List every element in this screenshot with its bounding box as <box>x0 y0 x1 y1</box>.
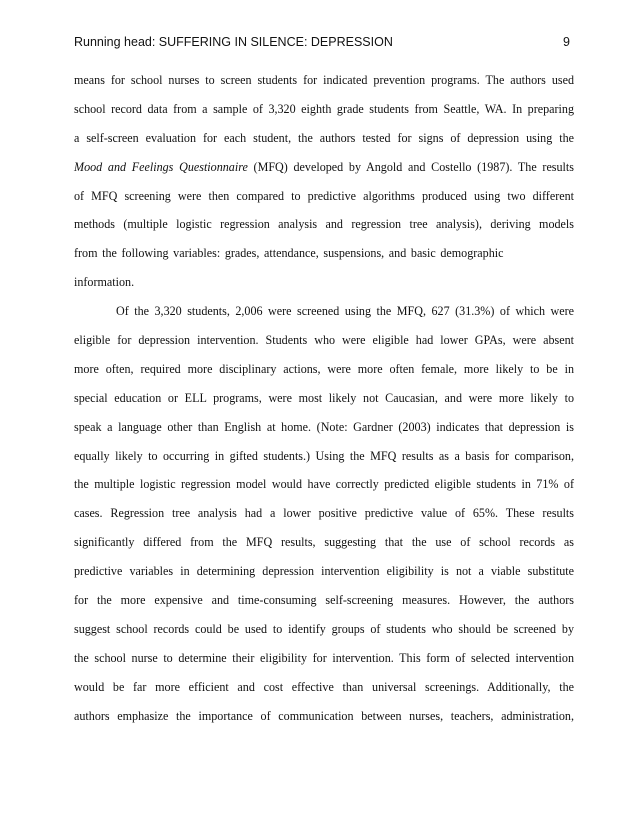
text-line: school record data from a sample of 3,320 eighth grade students from Seattle, WA. In preparing <box>74 101 574 116</box>
text-line: the multiple logistic regression model would have correctly predicted eligible students in 71% of <box>74 477 574 492</box>
text-line <box>74 153 574 182</box>
text-line: of MFQ screening were then compared to predictive algorithms produced using two different <box>74 188 574 203</box>
text-line: the school nurse to determine their eligibility for intervention. This form of selected intervention <box>74 650 574 665</box>
text-line: information. <box>74 275 135 290</box>
text-line: significantly differed from the MFQ results, suggesting that the use of school records as <box>74 535 574 550</box>
text-line: eligible for depression intervention. Students who were eligible had lower GPAs, were absent <box>74 333 574 348</box>
text-line: a self-screen evaluation for each student, the authors tested for signs of depression using the <box>74 130 574 145</box>
text-line: authors emphasize the importance of communication between nurses, teachers, administration, <box>74 708 574 723</box>
text-line: would be far more efficient and cost effective than universal screenings. Additionally, the <box>74 679 574 694</box>
text-line: for the more expensive and time-consuming self-screening measures. However, the authors <box>74 593 574 608</box>
running-head: Running head: SUFFERING IN SILENCE: DEPRESSION <box>74 35 393 49</box>
text-line: special education or ELL programs, were most likely not Caucasian, and were more likely to <box>74 390 574 405</box>
text-line: means for school nurses to screen students for indicated prevention programs. The authors used <box>74 73 574 87</box>
text-line: equally likely to occurring in gifted students.) Using the MFQ results as a basis for comparison, <box>74 448 574 463</box>
text-line: speak a language other than English at home. (Note: Gardner (2003) indicates that depression is <box>74 419 574 434</box>
text-line: from the following variables: grades, attendance, suspensions, and basic demographic <box>74 246 504 261</box>
page-header <box>74 35 570 55</box>
text-line: suggest school records could be used to identify groups of students who should be screened by <box>74 621 574 636</box>
text-line: more often, required more disciplinary actions, were more often female, more likely to be in <box>74 361 574 376</box>
text-line: predictive variables in determining depression intervention eligibility is not a viable substitute <box>74 564 574 579</box>
body-text <box>74 66 574 730</box>
text-line-rest: (MFQ) developed by Angold and Costello (1987). The results <box>247 159 574 174</box>
text-line: methods (multiple logistic regression analysis and regression tree analysis), deriving models <box>74 217 574 232</box>
paragraph-start-line: Of the 3,320 students, 2,006 were screened using the MFQ, 627 (31.3%) of which were <box>116 304 574 319</box>
questionnaire-title: Mood and Feelings Questionnaire <box>74 159 248 174</box>
text-line: cases. Regression tree analysis had a lower positive predictive value of 65%. These results <box>74 506 574 521</box>
page-number: 9 <box>563 35 570 49</box>
